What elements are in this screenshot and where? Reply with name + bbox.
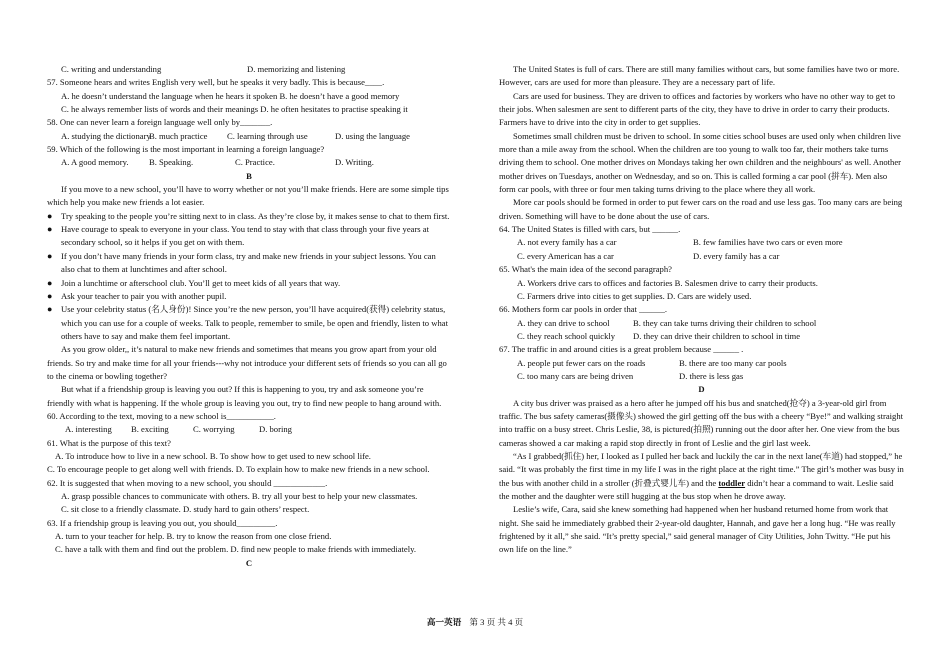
right-column [499,63,904,557]
q63-options-cd: C. have a talk with them and find out the problem. D. find new people to make friends with immediately. [55,544,417,555]
option-a: A. they can drive to school [517,317,610,328]
passage-c-paragraph: More car pools should be formed in order to put fewer cars on the road and use less gas. Too many cars are being driven. Something will have to be done about the use of cars. [499,197,903,221]
question-64: 64. The United States is filled with cars, but ______. [499,224,681,235]
q57-options-ab: A. he doesn’t understand the language when he hears it spoken B. he doesn’t have a good memory [61,90,400,101]
option-c: C. every American has a car [517,250,614,261]
option-d: D. every family has a car [693,250,780,261]
q56-options [47,63,451,76]
passage-d-paragraph: Leslie’s wife, Cara, said she knew something had happened when her husband returned home from work that night. She said he immediately grabbed their 2-year-old daughter, Hannah, and gave her a long hug. “He was really frightened by it all,” she said. “It’s pretty special,” said general manager of City Utilities, John Twitty. “He put his own life on the line.” [499,504,896,555]
question-60: 60. According to the text, moving to a new school is___________. [47,410,276,421]
question-65: 65. What's the main idea of the second paragraph? [499,264,672,275]
tip-item: ● Use your celebrity status (名人身份)! Since you’re the new person, you’ll have acquired(获得) celebrity status, which you can use for a couple of weeks. Talk to people, remember to smile, be open and friendly, listen to what others have to say and make them feel important. [47,304,448,341]
option-c: C. writing and understanding [61,64,162,74]
question-67: 67. The traffic in and around cities is a great problem because ______ . [499,344,744,355]
question-62: 62. It is suggested that when moving to a new school, you should ____________. [47,477,328,488]
option-d: D. they can drive their children to school in time [633,330,801,341]
tip-item: ● Join a lunchtime or afterschool club. You’ll get to meet kids of all years that way. [47,277,451,290]
footer-subject: 高一英语 [426,617,462,627]
bullet-icon: ● [47,224,53,235]
option-c: C. worrying [193,424,235,435]
passage-d-paragraph: A city bus driver was praised as a hero after he jumped off his bus and snatched(抢夺) a 3-year-old girl from traffic. The bus safety cameras(摄像头) showed the girl getting off the bus with a cheery “Bye!” and walking straight into traffic on a busy street. Chris Leslie, 38, is pictured(拍照) running out the door after her. One view from the bus cameras showed a car making a rapid stop directly in front of Leslie and the girl last week. [499,397,904,448]
passage-c-paragraph: Cars are used for business. They are driven to offices and factories by workers who have no other way to get to their jobs. When salesmen are sent to different parts of the city, they have to drive in order to carry their products. Farmers have to drive into the city in order to get supplies. [499,90,895,128]
option-a: A. interesting [65,424,112,435]
q58-options [47,130,451,143]
question-59: 59. Which of the following is the most important in learning a foreign language? [47,144,325,155]
footer-page-info: 第 3 页 共 4 页 [469,617,524,627]
passage-b-paragraph: But what if a friendship group is leaving you out? If this is happening to you, try and ask someone you’re friendly with what is happening. If the whole group is leaving you out, try to find new people to hang around with. [47,384,442,408]
underlined-word: toddler [718,477,746,488]
passage-c-paragraph: Sometimes small children must be driven to school. In some cities school buses are used only when children live more than a mile away from the school. When the children are too young to walk too far, their mothers take turns driving them to school. One mother drives on Mondays taking her own children and the neighbours' as well. Another mother drives on Tuesdays, another on Wednesday, and so on. This is called forming a car pool (拼车). Men also form car pools, with three or four men taking turns driving to the place where they all work. [499,130,902,195]
option-b: B. Speaking. [149,157,194,168]
passage-d-paragraph: “As I grabbed(抓住) her, I looked as I pulled her back and luckily the car in the next lane(车道) had stopped,” he said. “It was probably the first time in my life I was in the right place at the right time.” The girl’s mother was busy in the bus with another child in a stroller (折叠式婴儿车) and the toddler didn’t hear a command to wait. Leslie said the mother and the daughter were still hugging at the bus stop when he drove away. [499,450,904,501]
option-d: D. Writing. [335,157,374,168]
passage-c-title: C [245,557,253,568]
tip-item: ● Try speaking to the people you’re sitting next to in class. As they’re close by, it makes sense to chat to them first. [47,210,451,223]
tip-item: ● Ask your teacher to pair you with another pupil. [47,290,451,303]
bullet-icon: ● [47,304,53,315]
option-a: A. studying the dictionary [61,130,151,141]
bullet-icon: ● [47,290,53,301]
q62-options-ab: A. grasp possible chances to communicate with others. B. try all your best to help your new classmates. [61,491,418,501]
q59-options [47,156,451,169]
option-c: C. too many cars are being driven [517,370,634,381]
option-c: C. learning through use [227,130,308,141]
option-d: D. using the language [335,130,410,141]
option-c: C. they reach school quickly [517,330,616,341]
question-58: 58. One can never learn a foreign language well only by_______. [47,117,273,128]
q66-options-cd [499,330,904,343]
q63-options-ab: A. turn to your teacher for help. B. try to know the reason from one close friend. [55,531,332,542]
option-d: D. boring [259,424,292,435]
option-b: B. there are too many car pools [679,357,787,368]
option-b: B. they can take turns driving their children to school [633,317,817,328]
tip-item: ● If you don’t have many friends in your form class, try and make new friends in your subject lessons. You can also chat to them at lunchtimes and after school. [47,250,436,275]
q61-options-cd: C. To encourage people to get along well with friends. D. To explain how to make new friends in a new school. [47,464,430,475]
bullet-icon: ● [47,250,53,261]
q64-options-ab [499,236,904,249]
q62-options-cd: C. sit close to a friendly classmate. D. study hard to gain others’ respect. [61,504,310,515]
question-61: 61. What is the purpose of this text? [47,437,171,448]
q61-options-ab: A. To introduce how to live in a new school. B. To show how to get used to new school life. [55,450,371,461]
option-a: A. not every family has a car [517,237,617,248]
bullet-icon: ● [47,210,53,221]
q57-options-cd: C. he always remember lists of words and their meanings D. he often hesitates to practise speaking it [61,104,408,115]
option-b: B. exciting [131,424,169,435]
option-a: A. A good memory. [61,157,129,168]
option-b: B. much practice [149,130,208,141]
option-b: B. few families have two cars or even more [693,237,843,248]
tip-item: ● Have courage to speak to everyone in your class. You tend to stay with that class through your five years at secondary school, so it helps if you get on with them. [47,224,430,248]
passage-b-intro: If you move to a new school, you’ll have to worry whether or not you’ll make friends. Here are some simple tips which help you make new friends a lot easier. [47,184,449,208]
passage-b-paragraph: As you grow older,, it’s natural to make new friends and sometimes that means you grow apart from your old friends. So try and make time for all your friends---why not introduce your different sets of friends so you can all go to the cinema or bowling together? [47,344,447,381]
option-d: D. there is less gas [679,370,744,381]
passage-b-title: B [246,170,252,181]
option-a: A. people put fewer cars on the roads [517,357,646,368]
question-57: 57. Someone hears and writes English very well, but he speaks it very badly. This is because____. [47,77,385,88]
q65-options-cd: C. Farmers drive into cities to get supplies. D. Cars are widely used. [517,290,752,301]
page-footer [0,616,950,628]
q67-options-cd [499,370,904,383]
passage-d-title: D [698,384,705,395]
q64-options-cd [499,250,904,263]
option-c: C. Practice. [235,157,275,168]
q66-options-ab [499,317,904,330]
q65-options-ab: A. Workers drive cars to offices and factories B. Salesmen drive to carry their products. [517,277,818,288]
left-column [47,63,451,570]
q67-options-ab [499,357,904,370]
question-63: 63. If a friendship group is leaving you out, you should_________. [47,517,278,528]
passage-c-paragraph: The United States is full of cars. There are still many families without cars, but some families have two or more. However, cars are used for more than pleasure. They are a necessary part of life. [499,64,900,88]
option-d: D. memorizing and listening [247,64,346,74]
question-66: 66. Mothers form car pools in order that ______. [499,304,668,315]
bullet-icon: ● [47,277,53,288]
q60-options [47,423,451,436]
